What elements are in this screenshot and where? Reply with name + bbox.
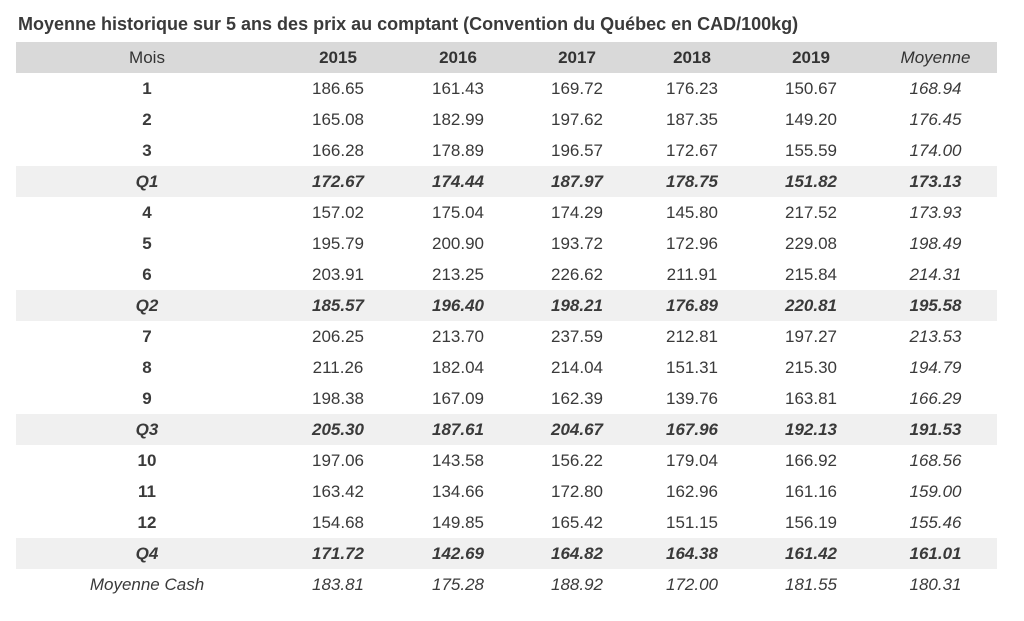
- value-cell: 161.43: [432, 78, 484, 98]
- value-cell: 169.72: [551, 78, 603, 98]
- price-table: [16, 42, 997, 600]
- value-cell: 162.96: [666, 481, 718, 501]
- table-row: [16, 383, 997, 414]
- value-cell: 211.26: [312, 357, 364, 377]
- header-2016: 2016: [439, 47, 477, 67]
- value-cell: 206.25: [312, 326, 364, 346]
- value-cell: 143.58: [432, 450, 484, 470]
- value-cell: 192.13: [785, 419, 837, 439]
- header-row: [16, 42, 997, 73]
- value-cell: 203.91: [312, 264, 364, 284]
- table-row: [16, 73, 997, 104]
- value-cell: 142.69: [432, 543, 484, 563]
- value-cell: 196.57: [551, 140, 603, 160]
- value-cell: 174.44: [432, 171, 484, 191]
- value-cell: 167.09: [432, 388, 484, 408]
- value-cell: 237.59: [551, 326, 603, 346]
- value-cell: 174.29: [551, 202, 603, 222]
- row-label: 12: [137, 512, 157, 532]
- table-row: [16, 507, 997, 538]
- header-2019: 2019: [792, 47, 830, 67]
- value-cell: 197.27: [785, 326, 837, 346]
- value-cell: 185.57: [312, 295, 364, 315]
- row-label: Q4: [135, 543, 159, 563]
- value-cell: 183.81: [312, 574, 364, 594]
- value-cell: 212.81: [666, 326, 718, 346]
- value-cell: 211.91: [666, 264, 718, 284]
- value-cell: 181.55: [785, 574, 837, 594]
- table-row: [16, 104, 997, 135]
- row-label: 1: [142, 78, 152, 98]
- row-label: 2: [142, 109, 152, 129]
- row-label: 10: [137, 450, 157, 470]
- header-moyenne: Moyenne: [900, 47, 971, 67]
- quarter-row: [16, 166, 997, 197]
- value-cell: 156.19: [785, 512, 837, 532]
- value-cell: 134.66: [432, 481, 484, 501]
- value-cell: 166.92: [785, 450, 837, 470]
- average-cell: 180.31: [909, 574, 962, 594]
- row-label: Q1: [135, 171, 159, 191]
- value-cell: 154.68: [312, 512, 364, 532]
- value-cell: 151.82: [785, 171, 837, 191]
- table-row: [16, 445, 997, 476]
- average-cell: 166.29: [909, 388, 962, 408]
- header-2017: 2017: [558, 47, 596, 67]
- header-2018: 2018: [673, 47, 711, 67]
- quarter-row: [16, 538, 997, 569]
- value-cell: 213.70: [432, 326, 484, 346]
- quarter-row: [16, 290, 997, 321]
- row-label: Q2: [135, 295, 159, 315]
- value-cell: 179.04: [666, 450, 718, 470]
- average-cell: 161.01: [909, 543, 962, 563]
- value-cell: 171.72: [312, 543, 364, 563]
- value-cell: 165.42: [551, 512, 603, 532]
- value-cell: 188.92: [551, 574, 603, 594]
- value-cell: 178.89: [432, 140, 484, 160]
- value-cell: 149.20: [785, 109, 837, 129]
- value-cell: 161.42: [785, 543, 837, 563]
- table-row: [16, 197, 997, 228]
- value-cell: 155.59: [785, 140, 837, 160]
- average-cell: 155.46: [909, 512, 962, 532]
- value-cell: 175.04: [432, 202, 484, 222]
- row-label: 8: [142, 357, 152, 377]
- value-cell: 172.67: [312, 171, 364, 191]
- value-cell: 165.08: [312, 109, 364, 129]
- value-cell: 196.40: [432, 295, 484, 315]
- value-cell: 182.04: [432, 357, 484, 377]
- row-label: 11: [138, 481, 156, 501]
- value-cell: 197.62: [551, 109, 603, 129]
- row-label: Moyenne Cash: [89, 574, 205, 594]
- row-label: 5: [142, 233, 152, 253]
- value-cell: 205.30: [312, 419, 364, 439]
- table-row: [16, 352, 997, 383]
- table-row: [16, 228, 997, 259]
- value-cell: 220.81: [785, 295, 837, 315]
- average-cell: 195.58: [909, 295, 962, 315]
- value-cell: 156.22: [551, 450, 603, 470]
- value-cell: 157.02: [312, 202, 364, 222]
- row-label: 9: [142, 388, 152, 408]
- value-cell: 204.67: [551, 419, 603, 439]
- table-row: [16, 476, 997, 507]
- average-cell: 168.56: [909, 450, 962, 470]
- value-cell: 163.42: [312, 481, 364, 501]
- average-cell: 173.13: [909, 171, 962, 191]
- row-label: 7: [142, 326, 152, 346]
- average-cell: 214.31: [909, 264, 962, 284]
- value-cell: 229.08: [785, 233, 837, 253]
- value-cell: 151.15: [666, 512, 718, 532]
- value-cell: 214.04: [551, 357, 603, 377]
- table-row: [16, 259, 997, 290]
- value-cell: 198.21: [551, 295, 603, 315]
- average-cell: 191.53: [909, 419, 962, 439]
- row-label: 3: [142, 140, 152, 160]
- table-row: [16, 135, 997, 166]
- average-cell: 198.49: [909, 233, 962, 253]
- average-cell: 176.45: [909, 109, 962, 129]
- header-2015: 2015: [319, 47, 357, 67]
- value-cell: 187.61: [432, 419, 484, 439]
- table-header: [16, 42, 997, 73]
- value-cell: 164.38: [666, 543, 718, 563]
- value-cell: 166.28: [312, 140, 364, 160]
- value-cell: 163.81: [785, 388, 837, 408]
- value-cell: 149.85: [432, 512, 484, 532]
- value-cell: 195.79: [312, 233, 364, 253]
- row-label: Q3: [135, 419, 159, 439]
- total-row: [16, 569, 997, 600]
- value-cell: 217.52: [785, 202, 837, 222]
- value-cell: 182.99: [432, 109, 484, 129]
- value-cell: 176.89: [666, 295, 718, 315]
- value-cell: 161.16: [785, 481, 837, 501]
- average-cell: 173.93: [909, 202, 962, 222]
- value-cell: 213.25: [432, 264, 484, 284]
- value-cell: 172.96: [666, 233, 718, 253]
- row-label: 6: [142, 264, 152, 284]
- value-cell: 145.80: [666, 202, 718, 222]
- value-cell: 150.67: [785, 78, 837, 98]
- value-cell: 175.28: [432, 574, 484, 594]
- value-cell: 172.80: [551, 481, 603, 501]
- header-mois: Mois: [129, 47, 165, 67]
- value-cell: 162.39: [551, 388, 603, 408]
- value-cell: 226.62: [551, 264, 603, 284]
- value-cell: 193.72: [551, 233, 603, 253]
- value-cell: 215.30: [785, 357, 837, 377]
- value-cell: 215.84: [785, 264, 837, 284]
- value-cell: 172.67: [666, 140, 718, 160]
- value-cell: 187.35: [666, 109, 718, 129]
- value-cell: 172.00: [666, 574, 718, 594]
- value-cell: 139.76: [666, 388, 718, 408]
- value-cell: 151.31: [666, 357, 718, 377]
- value-cell: 187.97: [551, 171, 603, 191]
- table-body: [16, 73, 997, 600]
- quarter-row: [16, 414, 997, 445]
- value-cell: 176.23: [666, 78, 718, 98]
- average-cell: 159.00: [909, 481, 962, 501]
- table-title: Moyenne historique sur 5 ans des prix au comptant (Convention du Québec en CAD/100kg): [18, 14, 799, 34]
- row-label: 4: [142, 202, 152, 222]
- value-cell: 197.06: [312, 450, 364, 470]
- value-cell: 178.75: [666, 171, 718, 191]
- average-cell: 174.00: [909, 140, 962, 160]
- value-cell: 198.38: [312, 388, 364, 408]
- table-row: [16, 321, 997, 352]
- value-cell: 167.96: [666, 419, 718, 439]
- average-cell: 194.79: [909, 357, 962, 377]
- value-cell: 186.65: [312, 78, 364, 98]
- average-cell: 213.53: [909, 326, 962, 346]
- value-cell: 164.82: [551, 543, 603, 563]
- average-cell: 168.94: [909, 78, 962, 98]
- value-cell: 200.90: [432, 233, 484, 253]
